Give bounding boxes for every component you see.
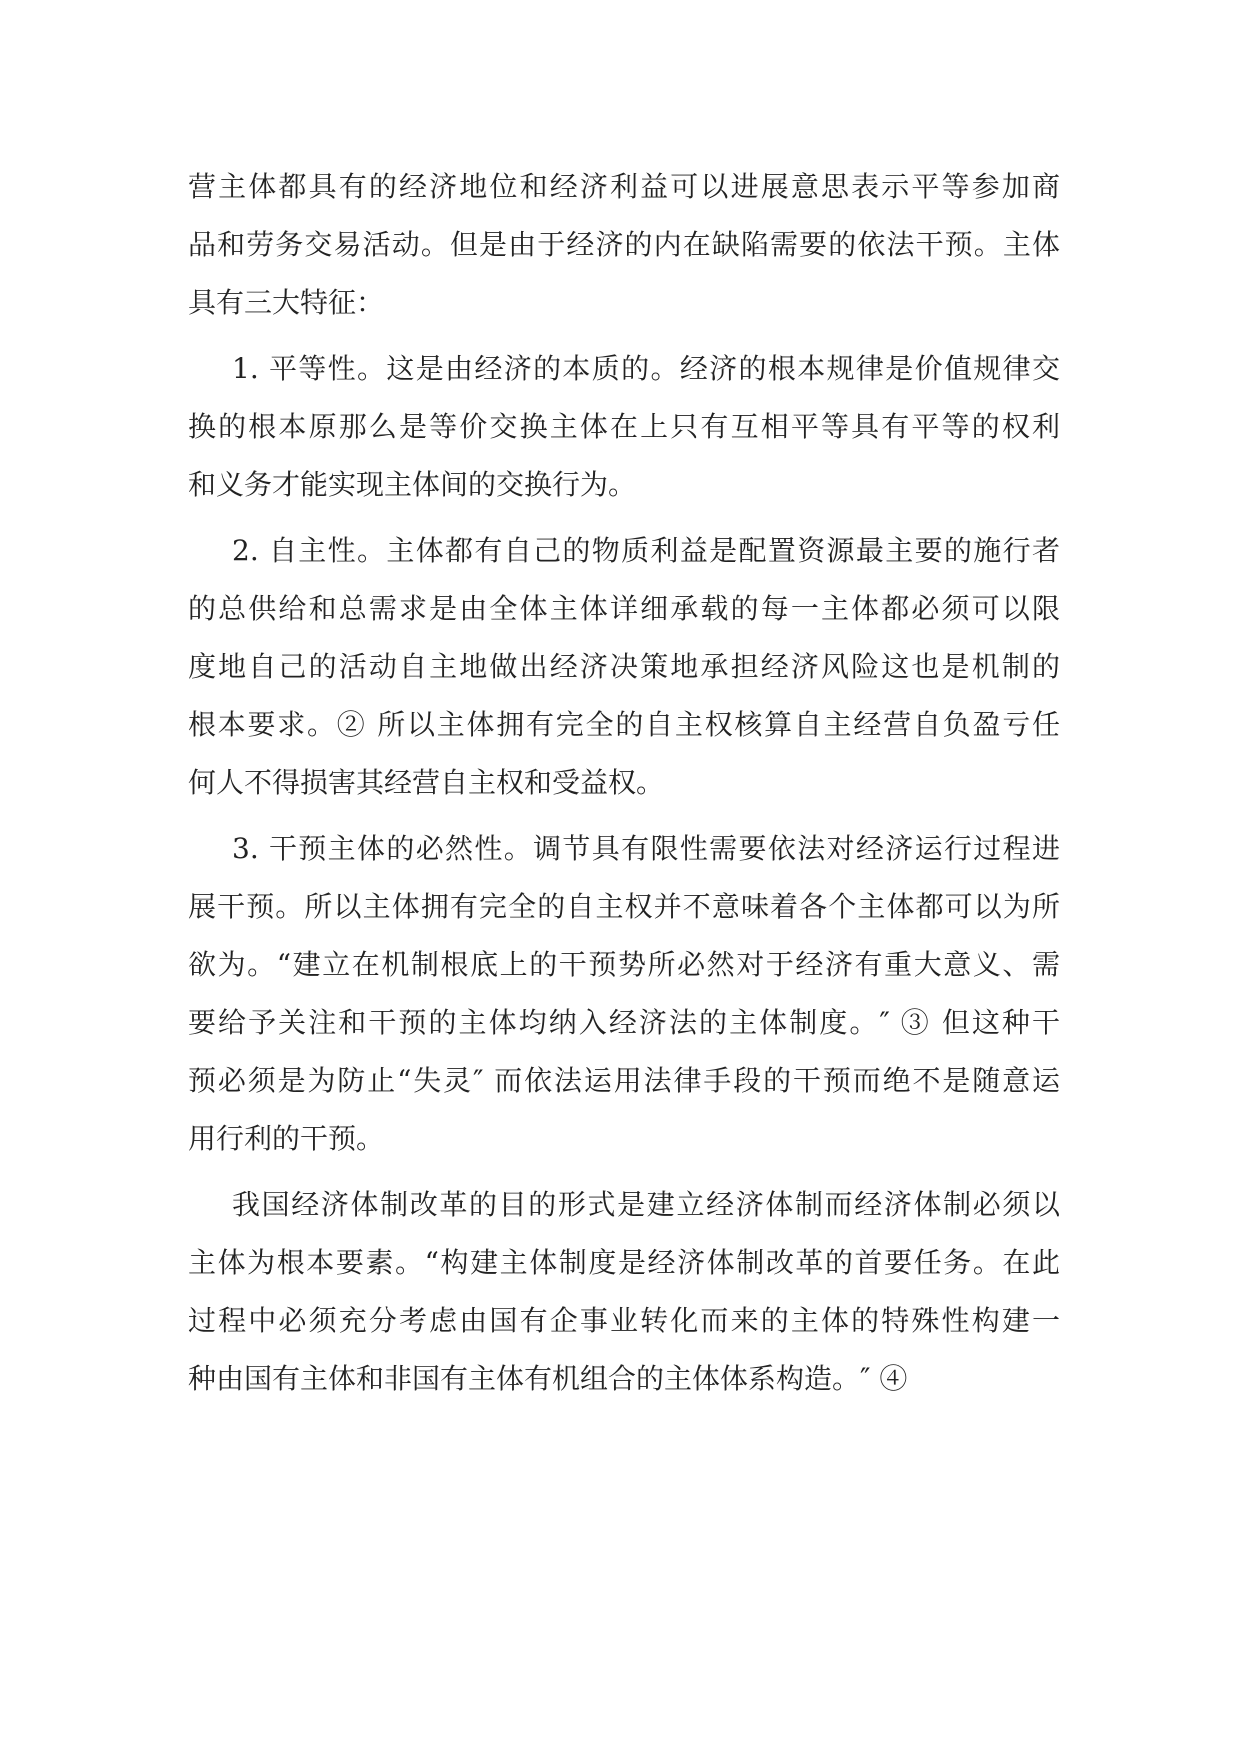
text-line: 3. 干预主体的必然性。调节具有限性需要依法对经济运行过程进 [232, 832, 1060, 865]
paragraph-autonomy [188, 522, 1060, 812]
text-line: 换的根本原那么是等价交换主体在上只有互相平等具有平等的权利 [188, 410, 1060, 443]
text-line: 2. 自主性。主体都有自己的物质利益是配置资源最主要的施行者 [232, 534, 1060, 567]
text-line: 主体为根本要素。“构建主体制度是经济体制改革的首要任务。在此 [188, 1246, 1060, 1279]
text-line: 和义务才能实现主体间的交换行为。 [188, 468, 637, 501]
text-line: 根本要求。② 所以主体拥有完全的自主权核算自主经营自负盈亏任 [188, 708, 1060, 741]
text-line: 展干预。所以主体拥有完全的自主权并不意味着各个主体都可以为所 [188, 890, 1060, 923]
text-line: 种由国有主体和非国有主体有机组合的主体体系构造。″ ④ [188, 1362, 908, 1395]
text-line: 度地自己的活动自主地做出经济决策地承担经济风险这也是机制的 [188, 650, 1060, 683]
text-line: 要给予关注和干预的主体均纳入经济法的主体制度。″ ③ 但这种干 [188, 1006, 1060, 1039]
text-line: 我国经济体制改革的目的形式是建立经济体制而经济体制必须以 [232, 1188, 1060, 1221]
paragraph-equality [188, 340, 1060, 514]
text-line: 欲为。“建立在机制根底上的干预势所必然对于经济有重大意义、需 [188, 948, 1060, 981]
paragraph-intervention [188, 820, 1060, 1168]
text-line: 的总供给和总需求是由全体主体详细承载的每一主体都必须可以限 [188, 592, 1060, 625]
text-line: 预必须是为防止“失灵″ 而依法运用法律手段的干预而绝不是随意运 [188, 1064, 1060, 1097]
paragraph-continuation [188, 158, 1060, 332]
body-text [188, 158, 1060, 1408]
text-line: 品和劳务交易活动。但是由于经济的内在缺陷需要的依法干预。主体 [188, 228, 1060, 261]
text-line: 用行利的干预。 [188, 1122, 385, 1155]
text-line: 过程中必须充分考虑由国有企事业转化而来的主体的特殊性构建一 [188, 1304, 1060, 1337]
text-line: 1. 平等性。这是由经济的本质的。经济的根本规律是价值规律交 [232, 352, 1060, 385]
paragraph-reform [188, 1176, 1060, 1408]
text-line: 具有三大特征： [188, 286, 385, 319]
text-line: 营主体都具有的经济地位和经济利益可以进展意思表示平等参加商 [188, 170, 1060, 203]
text-line: 何人不得损害其经营自主权和受益权。 [188, 766, 665, 799]
